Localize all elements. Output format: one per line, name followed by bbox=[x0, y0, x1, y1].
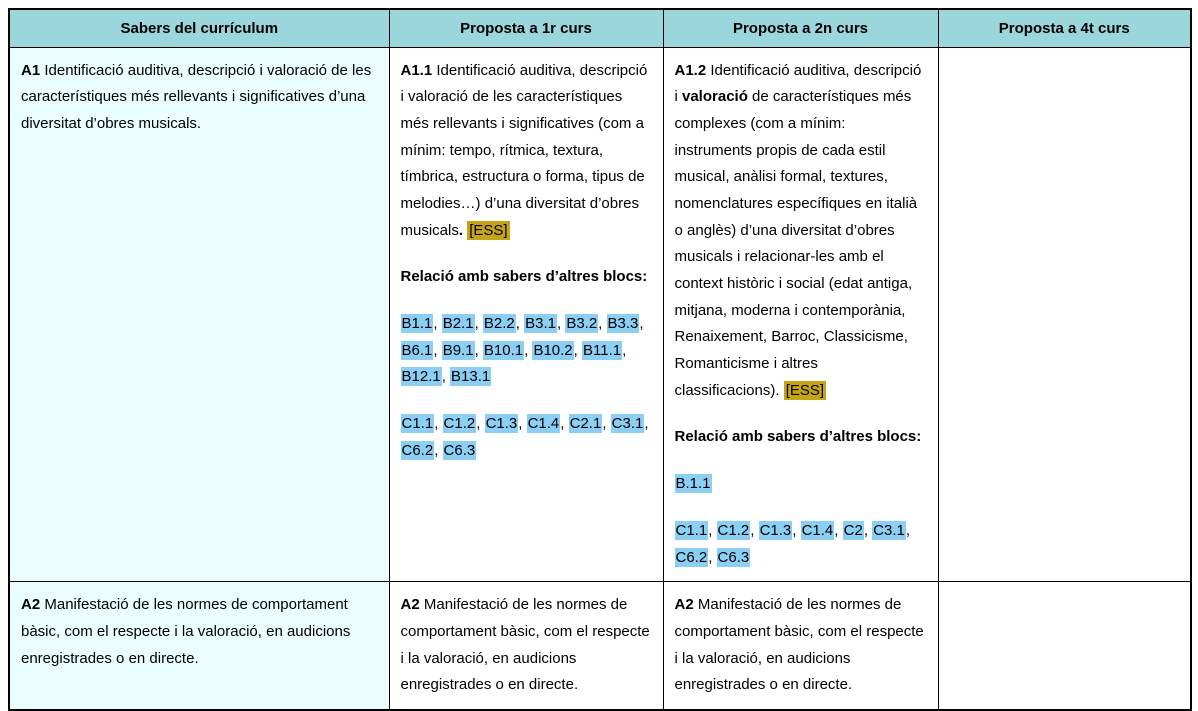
text-run: , bbox=[518, 415, 527, 433]
table-header-row bbox=[9, 9, 1191, 47]
text-run: , bbox=[476, 415, 485, 433]
text-run: , bbox=[598, 315, 607, 332]
highlighted-text: C2.1 bbox=[569, 415, 602, 433]
highlighted-text: B13.1 bbox=[451, 368, 491, 386]
text-run: , bbox=[433, 341, 442, 359]
highlighted-text: C1.1 bbox=[401, 415, 434, 433]
code-list-paragraph bbox=[675, 471, 926, 498]
text-run: , bbox=[639, 315, 644, 332]
text-run: , bbox=[433, 315, 442, 332]
column-header-2n-curs: Proposta a 2n curs bbox=[663, 9, 938, 47]
column-header-sabers: Sabers del currículum bbox=[9, 9, 389, 47]
bold-text: A2 bbox=[400, 596, 420, 614]
bold-text: A1 bbox=[21, 61, 41, 79]
bold-text: Relació amb sabers d’altres blocs: bbox=[400, 268, 648, 286]
text-run: , bbox=[834, 521, 843, 539]
text-run: , bbox=[708, 548, 717, 566]
text-run: , bbox=[560, 415, 569, 433]
highlighted-text: C6.2 bbox=[401, 441, 434, 459]
code-list-paragraph bbox=[401, 411, 651, 464]
cell-a2-col2 bbox=[389, 582, 663, 710]
text-run: , bbox=[434, 441, 443, 459]
highlighted-text: B3.3 bbox=[607, 315, 639, 332]
bold-text: A2 bbox=[674, 596, 694, 614]
text-paragraph bbox=[21, 592, 377, 672]
bold-text: Relació amb sabers d’altres blocs: bbox=[674, 428, 922, 446]
highlighted-text: B3.2 bbox=[566, 315, 598, 332]
highlighted-text: B2.2 bbox=[483, 315, 515, 332]
text-run: de característiques més complexes (com a mínim: instruments propis de cada estil musical, anàlisi formal, textures, nomenclatures específiques en italià o anglès) d’una diversitat d’obres musicals i relacionar-les amb el context històric i social (edat antiga, mitjana, moderna i contemporània, Renaixement, Barroc, Classicisme, Romanticisme i altres classificacions). bbox=[674, 88, 918, 399]
cell-a1-col4 bbox=[938, 47, 1191, 582]
highlighted-text: C2 bbox=[843, 521, 863, 539]
text-run: , bbox=[708, 521, 717, 539]
text-run: Identificació auditiva, descripció i valoració de les característiques més rellevants i significatives (com a mínim: tempo, rítmica, textura, tímbrica, estructura o forma, tipus de melodies…) d’una diversitat d’obres musicals bbox=[400, 61, 648, 239]
highlighted-text: C1.2 bbox=[443, 415, 476, 433]
highlighted-text: C1.3 bbox=[759, 521, 792, 539]
text-paragraph bbox=[21, 58, 377, 138]
highlighted-text: C1.2 bbox=[717, 521, 750, 539]
highlighted-text: C1.3 bbox=[485, 415, 518, 433]
bold-text: A2 bbox=[21, 596, 41, 614]
text-paragraph bbox=[401, 58, 651, 245]
text-run: , bbox=[792, 521, 801, 539]
text-run: , bbox=[644, 415, 649, 433]
cell-a1-col1 bbox=[9, 47, 389, 582]
text-run: , bbox=[602, 415, 611, 433]
text-run: , bbox=[524, 341, 533, 359]
cell-a2-col1 bbox=[9, 582, 389, 710]
highlighted-text: B10.1 bbox=[483, 341, 524, 359]
text-run: , bbox=[515, 315, 525, 332]
highlighted-text: B9.1 bbox=[442, 341, 474, 359]
text-run: , bbox=[474, 341, 483, 359]
highlighted-text: [ESS] bbox=[469, 221, 508, 239]
text-paragraph bbox=[675, 424, 926, 451]
code-list-paragraph bbox=[401, 311, 651, 391]
text-run: , bbox=[441, 368, 451, 386]
bold-text: . bbox=[458, 221, 464, 239]
text-run: Manifestació de les normes de comportament bàsic, com el respecte i la valoració, en audicions enregistrades o en directe. bbox=[400, 596, 650, 694]
text-run: , bbox=[573, 341, 582, 359]
column-header-4t-curs: Proposta a 4t curs bbox=[938, 9, 1191, 47]
text-run: Manifestació de les normes de comportament bàsic, com el respecte i la valoració, en audicions enregistrades o en directe. bbox=[674, 596, 924, 694]
bold-text: A1.2 bbox=[674, 61, 707, 79]
text-run: Identificació auditiva, descripció i bbox=[674, 61, 922, 106]
highlighted-text: C6.2 bbox=[675, 548, 708, 566]
text-paragraph bbox=[401, 264, 651, 291]
text-paragraph bbox=[675, 58, 926, 405]
highlighted-text: B3.1 bbox=[525, 315, 556, 332]
text-run: Identificació auditiva, descripció i valoració de les característiques més rellevants i significatives d’una diversitat d’obres musicals. bbox=[21, 61, 372, 132]
highlighted-text: C1.4 bbox=[527, 415, 560, 433]
highlighted-text: C3.1 bbox=[611, 415, 644, 433]
column-header-1r-curs: Proposta a 1r curs bbox=[389, 9, 663, 47]
text-run: , bbox=[750, 521, 759, 539]
table-body bbox=[9, 47, 1191, 710]
code-list-paragraph bbox=[675, 518, 926, 571]
highlighted-text: C6.3 bbox=[717, 548, 750, 566]
highlighted-text: B12.1 bbox=[401, 368, 441, 386]
highlighted-text: B.1.1 bbox=[675, 475, 711, 493]
highlighted-text: B1.1 bbox=[401, 315, 433, 332]
highlighted-text: B6.1 bbox=[401, 341, 433, 359]
highlighted-text: B2.1 bbox=[442, 315, 474, 332]
text-paragraph bbox=[675, 592, 926, 699]
highlighted-text: C3.1 bbox=[873, 521, 905, 539]
highlighted-text: B10.2 bbox=[533, 341, 573, 359]
text-paragraph bbox=[401, 592, 651, 699]
text-run: , bbox=[863, 521, 873, 539]
highlighted-text: [ESS] bbox=[785, 381, 825, 399]
text-run: Manifestació de les normes de comportament bàsic, com el respecte i la valoració, en audicions enregistrades o en directe. bbox=[21, 596, 351, 667]
text-run: , bbox=[905, 521, 911, 539]
highlighted-text: C1.4 bbox=[801, 521, 834, 539]
table-row-a2 bbox=[9, 582, 1191, 710]
cell-a2-col3 bbox=[663, 582, 938, 710]
text-run: , bbox=[434, 415, 443, 433]
highlighted-text: B11.1 bbox=[583, 341, 622, 359]
highlighted-text: C6.3 bbox=[443, 441, 476, 459]
highlighted-text: C1.1 bbox=[675, 521, 708, 539]
table-row-a1 bbox=[9, 47, 1191, 582]
text-run: , bbox=[622, 341, 627, 359]
bold-text: A1.1 bbox=[400, 61, 433, 79]
bold-text: valoració bbox=[682, 88, 748, 106]
curriculum-table bbox=[8, 8, 1192, 711]
text-run: , bbox=[556, 315, 566, 332]
cell-a1-col2 bbox=[389, 47, 663, 582]
cell-a1-col3 bbox=[663, 47, 938, 582]
cell-a2-col4 bbox=[938, 582, 1191, 710]
text-run: , bbox=[474, 315, 483, 332]
